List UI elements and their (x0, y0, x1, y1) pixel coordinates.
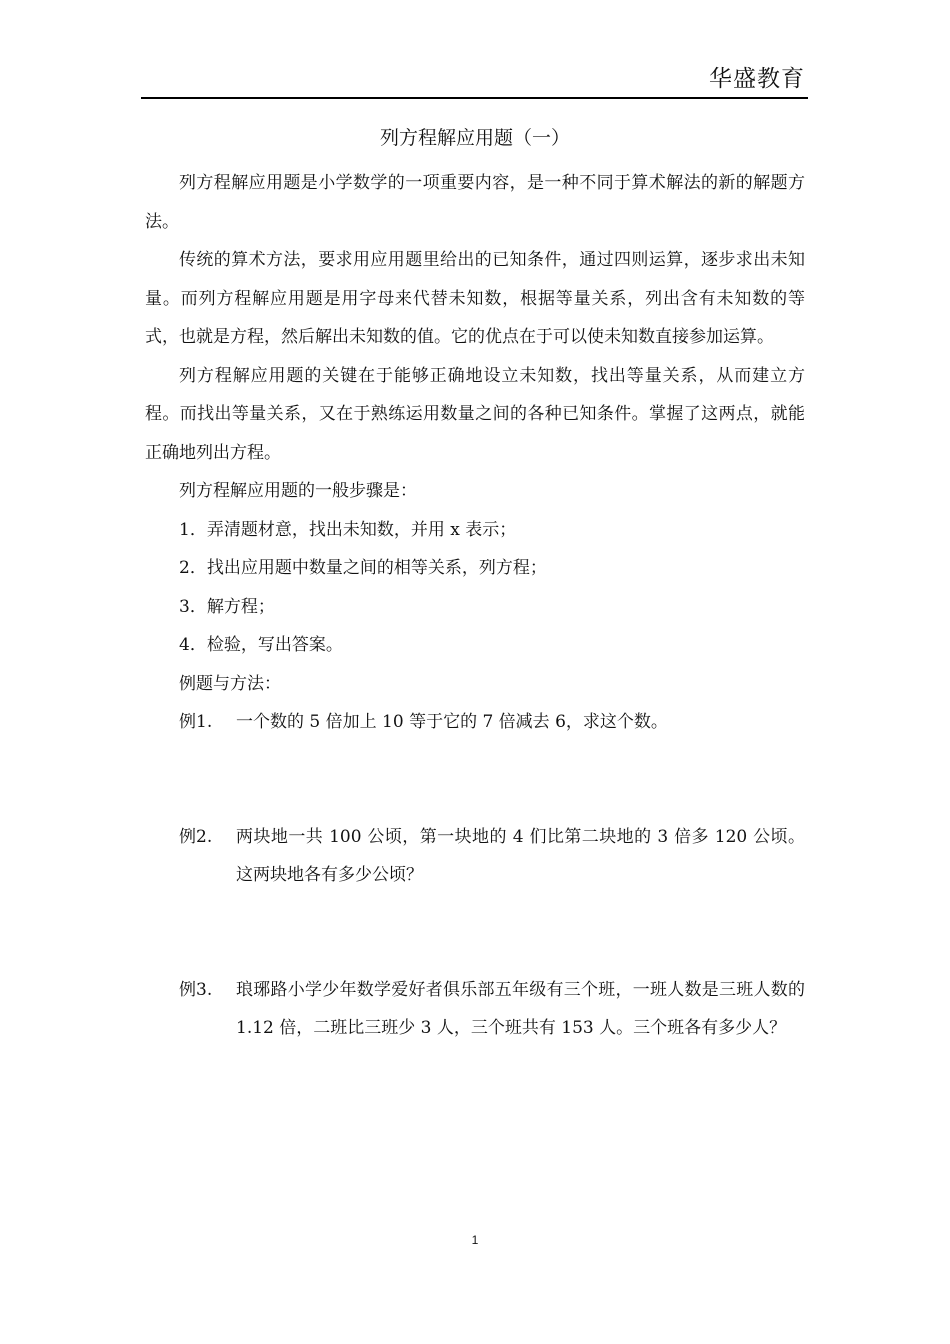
step-item: 4．检验，写出答案。 (179, 635, 343, 655)
step-item: 3．解方程； (179, 596, 275, 617)
document-body (145, 164, 805, 1048)
example-2 (145, 818, 805, 895)
document-title: 列方程解应用题（一） (379, 127, 570, 149)
page-number: 1 (471, 1233, 479, 1247)
example-3 (145, 971, 805, 1048)
example-1 (145, 703, 805, 742)
example-text: 两块地一共 100 公顷，第一块地的 4 们比第二块地的 3 倍多 120 公顷。这两块地各有多少公顷？ (236, 826, 805, 885)
answer-space (145, 742, 805, 818)
intro-paragraph-3: 列方程解应用题的关键在于能够正确地设立未知数，找出等量关系，从而建立方程。而找出等量关系，又在于熟练运用数量之间的各种已知条件。掌握了这两点，就能正确地列出方程。 (145, 365, 805, 463)
header-rule (141, 97, 808, 99)
example-text: 琅琊路小学少年数学爱好者俱乐部五年级有三个班，一班人数是三班人数的 1.12 倍，二班比三班少 3 人，三个班共有 153 人。三个班各有多少人？ (236, 979, 805, 1038)
example-label: 例2. (179, 826, 213, 847)
step-item: 1．弄清题材意，找出未知数，并用 x 表示； (179, 519, 517, 540)
examples-heading: 例题与方法： (179, 673, 281, 694)
steps-heading: 列方程解应用题的一般步骤是： (179, 481, 417, 501)
intro-paragraph-1: 列方程解应用题是小学数学的一项重要内容，是一种不同于算术解法的新的解题方法。 (145, 173, 805, 232)
example-text: 一个数的 5 倍加上 10 等于它的 7 倍减去 6，求这个数。 (236, 712, 668, 732)
intro-paragraph-2: 传统的算术方法，要求用应用题里给出的已知条件，通过四则运算，逐步求出未知量。而列方程解应用题是用字母来代替未知数，根据等量关系，列出含有未知数的等式，也就是方程，然后解出未知数的值。它的优点在于可以使未知数直接参加运算。 (145, 250, 805, 347)
example-label: 例3. (179, 979, 213, 1000)
answer-space (145, 895, 805, 971)
header-brand: 华盛教育 (709, 66, 805, 92)
step-item: 2．找出应用题中数量之间的相等关系，列方程； (179, 558, 547, 578)
example-label: 例1. (179, 712, 213, 732)
